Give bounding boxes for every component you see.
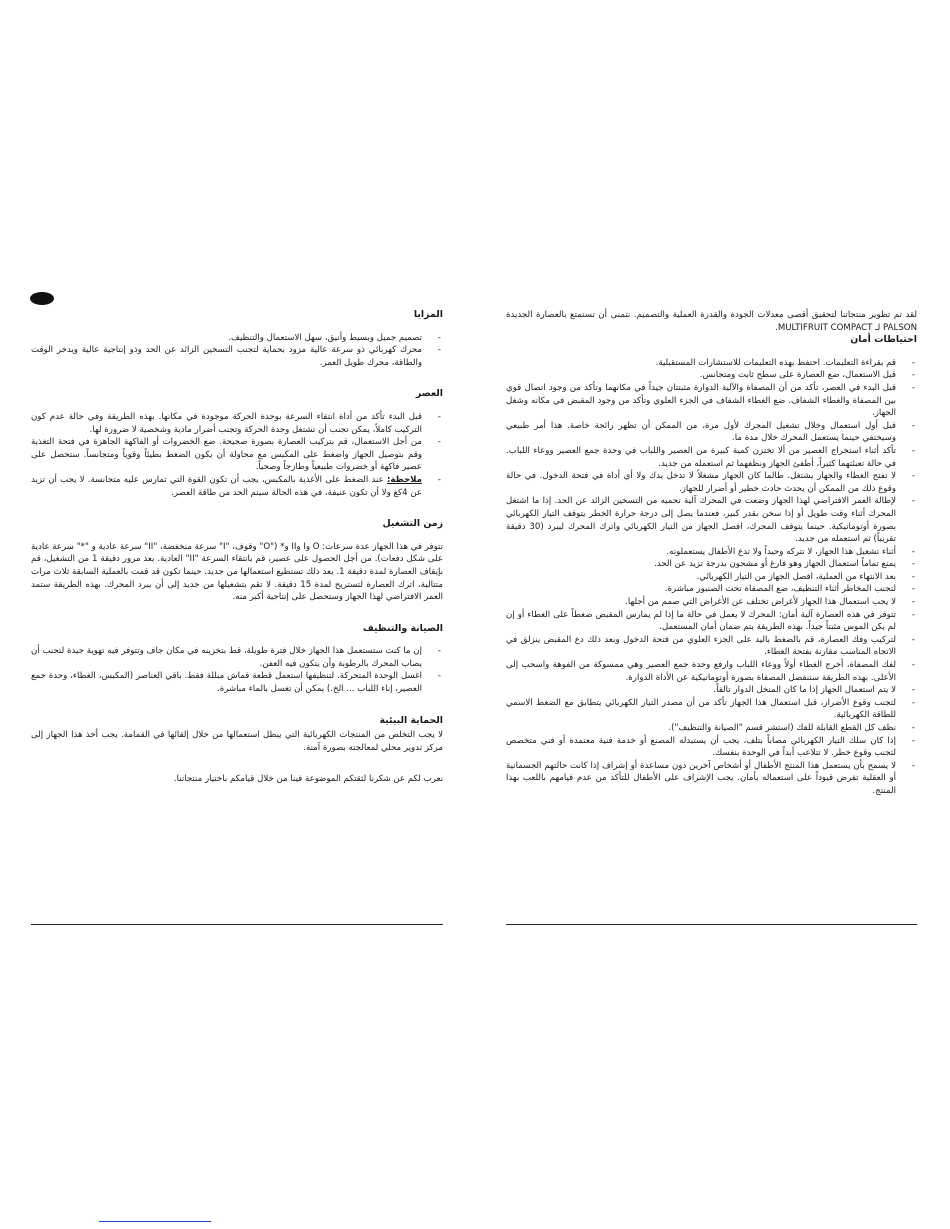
- list-item: - محرك كهربائي ذو سرعة عالية مزود بحماية لتجنب التسخين الزائد عن الحد وذو إنتاجية عالية ويدخر الوقت والطاقة، محرك طويل العمر.: [31, 344, 443, 369]
- safety-heading: احتياطات أمان: [850, 334, 917, 346]
- environment-heading: الحماية البيئية: [379, 714, 443, 726]
- list-item: - من أجل الاستعمال، قم بتركيب العصارة بصورة صحيحة. ضع الخضروات أو الفاكهة الجاهزة في فتحة التغذية وقم بتوصيل الجهاز واضغط على المكبس مع محاولة أن يكون الضغط بطيئاً وقوياً ومتجانساً. ستحصل على عصير فاكهة أو خضروات طبيعياً وطازجاً وصحياً.: [31, 436, 443, 474]
- list-item: - لا يجب استعمال هذا الجهاز لأغراض تختلف عن الأغراض التي صمم من أجلها.: [506, 596, 917, 609]
- environment-text: لا يجب التخلص من المنتجات الكهربائية التي يبطل استعمالها من خلال إلقائها في القمامة. يجب أخذ هذا الجهاز إلى مركز تدوير محلي لمعالجته بصورة آمنة.: [31, 730, 443, 753]
- list-item: - لإطالة العمر الافتراضي لهذا الجهاز وضعت في المحرك آلية تحميه من التسخين الزائد عن الحد. إذا ما اشتغل المحرك أثناء وقت طويل أو إذا سخن بقدر كبير، فعندما يصل إلى درجة حرارة الخطر يتوقف التيار الكهربائي بصورة أوتوماتيكية. حينما يتوقف المحرك، افصل الجهاز من التيار الكهربائي واترك المحرك ليبرد (30 دقيقة تقريباً) ثم استعمله من جديد.: [506, 495, 917, 545]
- list-item: - لتجنب وقوع الأضرار، قبل استعمال هذا الجهاز تأكد من أن مصدر التيار الكهربائي يتطابق مع الضغط الاسمي للطاقة الكهربائية.: [506, 697, 917, 722]
- maintenance-heading: الصيانة والتنظيف: [362, 622, 443, 634]
- note-text: عند الضغط على الأغذية بالمكبس، يجب أن تكون القوة التي تمارس عليه متجانسة. لا يجب أن تزيد عن 4كغ ولا أن تكون عنيفة، في هذه الحالة سيتم الحد من طاقة العصر.: [31, 474, 422, 498]
- list-item: - قبل أول استعمال وخلال تشغيل المحرك لأول مرة، من الممكن أن تظهر رائحة خاصة. هذا أمر طبيعي وسيختفي حينما يستعمل المحرك خلال مدة ما.: [506, 420, 917, 445]
- list-item: - إن ما كنت ستستعمل هذا الجهاز خلال فترة طويلة، قط بتخزينه في مكان جاف وتتوفر فيه تهوية جيدة لتجنب أن يصاب المحرك بالرطوبة وأن يتكون فيه العفن.: [31, 645, 443, 670]
- list-item: - لا يسمح بأن يستعمل هذا المنتج الأطفال أو أشخاص آخرين دون مساعدة أو إشراف إذا كانت حالتهم الجسمانية أو العقلية تفرض قيوداً على استعماله بأمان. يجب الإشراف على الأطفال للتأكد من عدم قيامهم باللعب بهذا المنتج.: [506, 760, 917, 798]
- squeezing-section: [31, 388, 443, 499]
- operating-time-heading: زمن التشغيل: [382, 518, 443, 530]
- left-page-footer-rule: [31, 924, 443, 925]
- features-section: [31, 309, 443, 369]
- list-item: - قبل البدء تأكد من أداة انتقاء السرعة بوحدة الحركة موجودة في مكانها. بهذه الطريقة وفي حالة عدم كون التركيب كاملاً، يمكن تجنب أن تشتغل وحدة الحركة وتجنب أضرار مادية وشخصية لا ضرورة لها.: [31, 411, 443, 436]
- list-item: - قبل الاستعمال، ضع العصارة على سطح ثابت ومتجانس.: [506, 369, 917, 382]
- list-item: - قم بقراءة التعليمات. احتفظ بهذه التعليمات للاستشارات المستقبلية.: [506, 357, 917, 370]
- list-item: - تصميم جميل وبسيط وأنيق، سهل الاستعمال والتنظيف.: [31, 332, 443, 345]
- note-label: ملاحظة:: [386, 474, 422, 485]
- list-item: - لفك المصفاة، أخرج الغطاء أولاً ووعاء اللباب وارفع وحدة جمع العصير وهي ممسوكة من الفوهة واسحب إلى الأعلى. بهذه الطريقة ستنفصل المصفاة بصورة أوتوماتيكية عن الأداة الدوارة.: [506, 659, 917, 684]
- list-item: - قبل البدء في العصر، تأكد من أن المصفاة والآلية الدوارة مثبتتان جيداً في مكانهما وتأكد من وجود اتصال قوي بين المصفاة والغطاء الشفاف. ضع الغطاء الشفاف في الجزء العلوي وتأكد من وجود المقبض في مكانه وشغل الجهاز.: [506, 382, 917, 420]
- list-item: - تتوفر في هذه العصارة آلية أمان: المحرك لا يعمل في حالة ما إذا لم يمارس المقبض ضغطاً على الغطاء أو إن لم يكن الموس مثبتاً جيداً. بهذه الطريقة يتم ضمان أمان المستعمل.: [506, 609, 917, 634]
- features-list: [31, 332, 443, 370]
- list-item: - إذا كان سلك التيار الكهربائي مصاباً بتلف، يجب أن يستبدله المصنع أو خدمة فنية معتمدة أو فني متخصص لتجنب وقوع خطر. لا تتلاعب أبداً في الوحدة بنفسك.: [506, 735, 917, 760]
- environment-section: [31, 715, 443, 755]
- operating-time-section: [31, 518, 443, 604]
- list-item: - لتجنب المخاطر أثناء التنظيف، ضع المصفاة تحت الصنبور مباشرة.: [506, 583, 917, 596]
- squeezing-heading: العصر: [415, 388, 443, 400]
- right-page-column: [506, 309, 917, 817]
- list-item: - تأكد أثناء استخراج العصير من ألا تختزن كمية كبيرة من العصير واللباب في وحدة جمع العصير ووعاء اللباب. في حالة تعبئتهما كثيراً، أطفئ الجهاز ونظفهما ثم استعمله من جديد.: [506, 445, 917, 470]
- list-item: - يمنع تماماً استعمال الجهاز وهو فارغ أو مشحون بدرجة تزيد عن الحد.: [506, 558, 917, 571]
- list-item: - نظف كل القطع القابلة للفك (استشر قسم "الصيانة والتنظيف").: [506, 722, 917, 735]
- list-item: - لتركيب وفك العصارة، قم بالضغط باليد على الجزء العلوي من فتحة الدخول وبعد ذلك دع المقبض ينزلق في الاتجاه المناسب مقارنة بفتحة الغطاء.: [506, 634, 917, 659]
- maintenance-section: [31, 623, 443, 696]
- list-item: - بعد الانتهاء من العملية، افصل الجهاز من التيار الكهربائي.: [506, 571, 917, 584]
- bottom-link-underline: [99, 1221, 211, 1222]
- list-item: - اغسل الوحدة المتحركة. لتنظيفها استعمل قطعة قماش مبللة فقط. باقي العناصر (المكبس، الغطاء، وحدة جمع العصير، إناء اللباب ... الخ.) يمكن أن تغسل بالماء مباشرة.: [31, 670, 443, 695]
- intro-text: لقد تم تطوير منتجاتنا لتحقيق أقصى معدلات الجودة والقدرة العملية والتصميم. نتمنى أن تستمتع بالعصارة الجديدة PALSON لـ MULTIFRUIT COMPACT.: [506, 310, 917, 333]
- left-page-column: [31, 309, 443, 786]
- list-item: - لا يتم استعمال الجهاز إذا ما كان المنخل الدوار تالفاً.: [506, 684, 917, 697]
- language-marker-badge: [30, 292, 54, 305]
- maintenance-list: [31, 645, 443, 695]
- operating-time-text: تتوفر في هذا الجهاز عدة سرعات: O وI وII و* ("O" وقوف، "I" سرعة منخفضة، "II" سرعة عادية و "*" سرعة عادية على شكل دفعات). من أجل الحصول على عصير، قم بانتقاء السرعة "II" العادية. بعد مرور دقيقة 1 من التشغيل، قم بإيقاف العصارة لمدة دقيقة 1. بعد ذلك تستطيع استعمالها من جديد. حينما تكون قد قمت بالعملية السابقة ثلاث مرات متتالية، اترك العصارة لتستريح لمدة 15 دقيقة. لا تقم بتشغيلها من جديد إلى أن يبرد المحرك. بهذه الطريقة ستمد العمر الافتراضي لهذا الجهاز وستحصل على إنتاجية أكبر منه.: [31, 541, 444, 603]
- right-page-footer-rule: [506, 924, 917, 925]
- note-item: [31, 474, 443, 499]
- safety-section: [506, 334, 917, 797]
- squeezing-list: [31, 411, 443, 499]
- safety-list: [506, 357, 917, 798]
- features-heading: المزايا: [413, 309, 443, 320]
- list-item: - أثناء تشغيل هذا الجهاز، لا تتركه وحيداً ولا تدع الأطفال يستعملونه.: [506, 546, 917, 559]
- thanks-text: نعرب لكم عن شكرنا لثقتكم الموضوعة فينا من خلال قيامكم باختيار منتجاتنا.: [173, 774, 443, 785]
- list-item: - لا تفتح الغطاء والجهاز يشتغل. طالما كان الجهاز مشغلاً لا تدخل يدك ولا أي أداة في فتحة الدخول. في حالة وقوع ذلك من الممكن أن يحدث حادث خطير أو أضرار للجهاز.: [506, 470, 917, 495]
